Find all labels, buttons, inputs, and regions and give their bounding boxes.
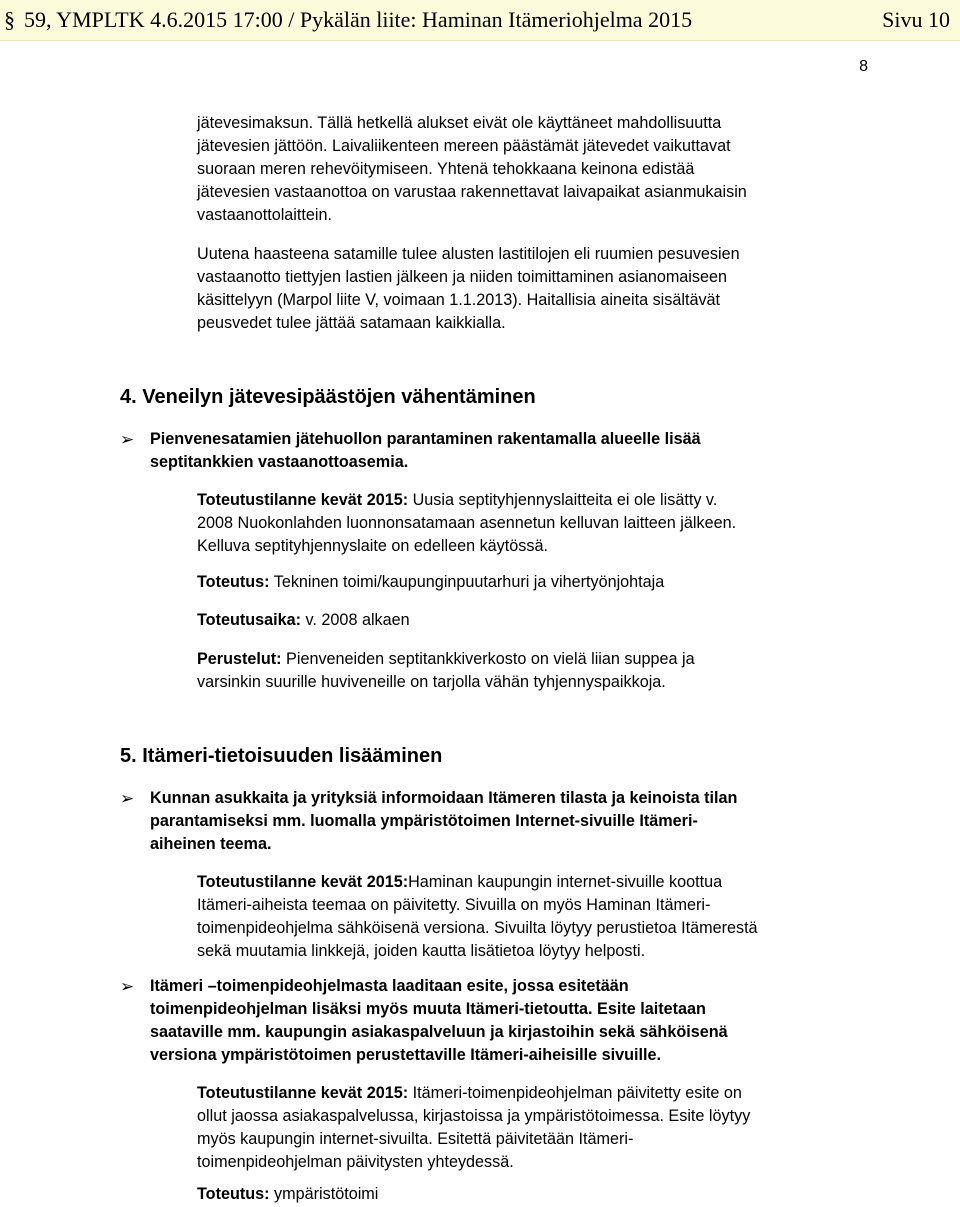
section-symbol-icon: § [4, 7, 15, 32]
section-5-heading: 5. Itämeri-tietoisuuden lisääminen [120, 745, 443, 767]
time-label: Toteutusaika: [197, 611, 302, 629]
text-line: parantamiseksi mm. luomalla ympäristötoimen Internet-sivuille Itämeri- [150, 812, 698, 830]
text-line: myös kaupungin internet-sivuilta. Esitettä päivitetään Itämeri- [197, 1130, 634, 1148]
section-5-status-2 [197, 1082, 887, 1174]
text-line: varsinkin suurille huviveneille on tarjolla vähän tyhjennyspaikkoja. [197, 673, 666, 691]
section-4-heading: 4. Veneilyn jätevesipäästöjen vähentäminen [120, 386, 536, 408]
text-line: toimenpideohjelma sähköisenä versiona. Sivuilta löytyy perustietoa Itämerestä [197, 919, 758, 937]
implementation-label: Toteutus: [197, 1185, 270, 1203]
section-4-time [197, 609, 887, 632]
bullet-text [150, 975, 728, 1067]
text-line: aiheinen teema. [150, 835, 272, 853]
text-line: Kelluva septityhjennyslaite on edelleen käytössä. [197, 537, 548, 555]
section-4-reasoning [197, 648, 887, 694]
bullet-text [150, 787, 737, 856]
text-line: peusvedet tulee jättää satamaan kaikkialla. [197, 314, 506, 332]
text-line: Uutena haasteena satamille tulee alusten lastitilojen eli ruumien pesuvesien [197, 245, 740, 263]
arrow-bullet-icon: ➢ [120, 789, 135, 808]
document-header [0, 0, 960, 41]
intro-paragraph-1 [197, 112, 887, 227]
intro-paragraph-2 [197, 243, 887, 335]
status-label: Toteutustilanne kevät 2015: [197, 491, 409, 509]
text-line: Itämeri –toimenpideohjelmasta laaditaan esite, jossa esitetään [150, 977, 629, 995]
status-text: Haminan kaupungin internet-sivuille koottua [408, 873, 723, 891]
text-line: Pienvenesatamien jätehuollon parantaminen rakentamalla alueelle lisää [150, 430, 701, 448]
section-5-implementation [197, 1183, 887, 1206]
text-line: vastaanottolaittein. [197, 206, 332, 224]
section-5-status-1 [197, 871, 887, 963]
text-line: vastaanotto tiettyjen lastien jälkeen ja niiden toimittaminen asianomaiseen [197, 268, 728, 286]
implementation-label: Toteutus: [197, 573, 270, 591]
text-line: sekä muutamia linkkejä, joiden kautta lisätietoa löytyy helposti. [197, 942, 646, 960]
text-line: toimenpideohjelman päivitysten yhteydessä. [197, 1153, 514, 1171]
text-line: jätevesien vastaanottoa on varustaa rakennettavat laivapaikat asianmukaisin [197, 183, 747, 201]
implementation-text: ympäristötoimi [269, 1185, 379, 1203]
text-line: versiona ympäristötoimen perustettaville Itämeri-aiheisille sivuille. [150, 1046, 661, 1064]
text-line: suoraan meren rehevöitymiseen. Yhtenä tehokkaana keinona edistää [197, 160, 695, 178]
document-title: 59, YMPLTK 4.6.2015 17:00 / Pykälän liite: Haminan Itämeriohjelma 2015 [24, 7, 693, 32]
bullet-text [150, 428, 701, 474]
section-4-status [197, 489, 887, 558]
implementation-text: Tekninen toimi/kaupunginpuutarhuri ja vihertyönjohtaja [269, 573, 665, 591]
status-label: Toteutustilanne kevät 2015: [197, 873, 409, 891]
text-line: 2008 Nuokonlahden luonnonsatamaan asennetun kelluvan laitteen jälkeen. [197, 514, 737, 532]
text-line: Kunnan asukkaita ja yrityksiä informoidaan Itämeren tilasta ja keinoista tilan [150, 789, 738, 807]
section-4-implementation [197, 571, 887, 594]
text-line: ollut jaossa asiakaspalvelussa, kirjastoissa ja ympäristötoimessa. Esite löytyy [197, 1107, 751, 1125]
status-text: Uusia septityhjennyslaitteita ei ole lisätty v. [408, 491, 718, 509]
time-text: v. 2008 alkaen [301, 611, 410, 629]
reasoning-text: Pienveneiden septitankkiverkosto on vielä liian suppea ja [281, 650, 695, 668]
text-line: septitankkien vastaanottoasemia. [150, 453, 409, 471]
text-line: käsittelyyn (Marpol liite V, voimaan 1.1.2013). Haitallisia aineita sisältävät [197, 291, 721, 309]
arrow-bullet-icon: ➢ [120, 977, 135, 996]
text-line: toimenpideohjelman lisäksi myös muuta Itämeri-tietoutta. Esite laitetaan [150, 1000, 706, 1018]
page-number: 8 [859, 58, 868, 75]
status-text: Itämeri-toimenpideohjelman päivitetty esite on [408, 1084, 742, 1102]
text-line: saataville mm. kaupungin asiakaspalveluun ja kirjastoihin sekä sähköisenä [150, 1023, 728, 1041]
text-line: jätevesien jättöön. Laivaliikenteen mereen päästämät jätevedet vaikuttavat [197, 137, 731, 155]
arrow-bullet-icon: ➢ [120, 430, 135, 449]
page-indicator: Sivu 10 [882, 7, 950, 32]
status-label: Toteutustilanne kevät 2015: [197, 1084, 409, 1102]
text-line: Itämeri-aiheista teemaa on päivitetty. Sivuilla on myös Haminan Itämeri- [197, 896, 711, 914]
text-line: jätevesimaksun. Tällä hetkellä alukset eivät ole käyttäneet mahdollisuutta [197, 114, 722, 132]
reasoning-label: Perustelut: [197, 650, 282, 668]
